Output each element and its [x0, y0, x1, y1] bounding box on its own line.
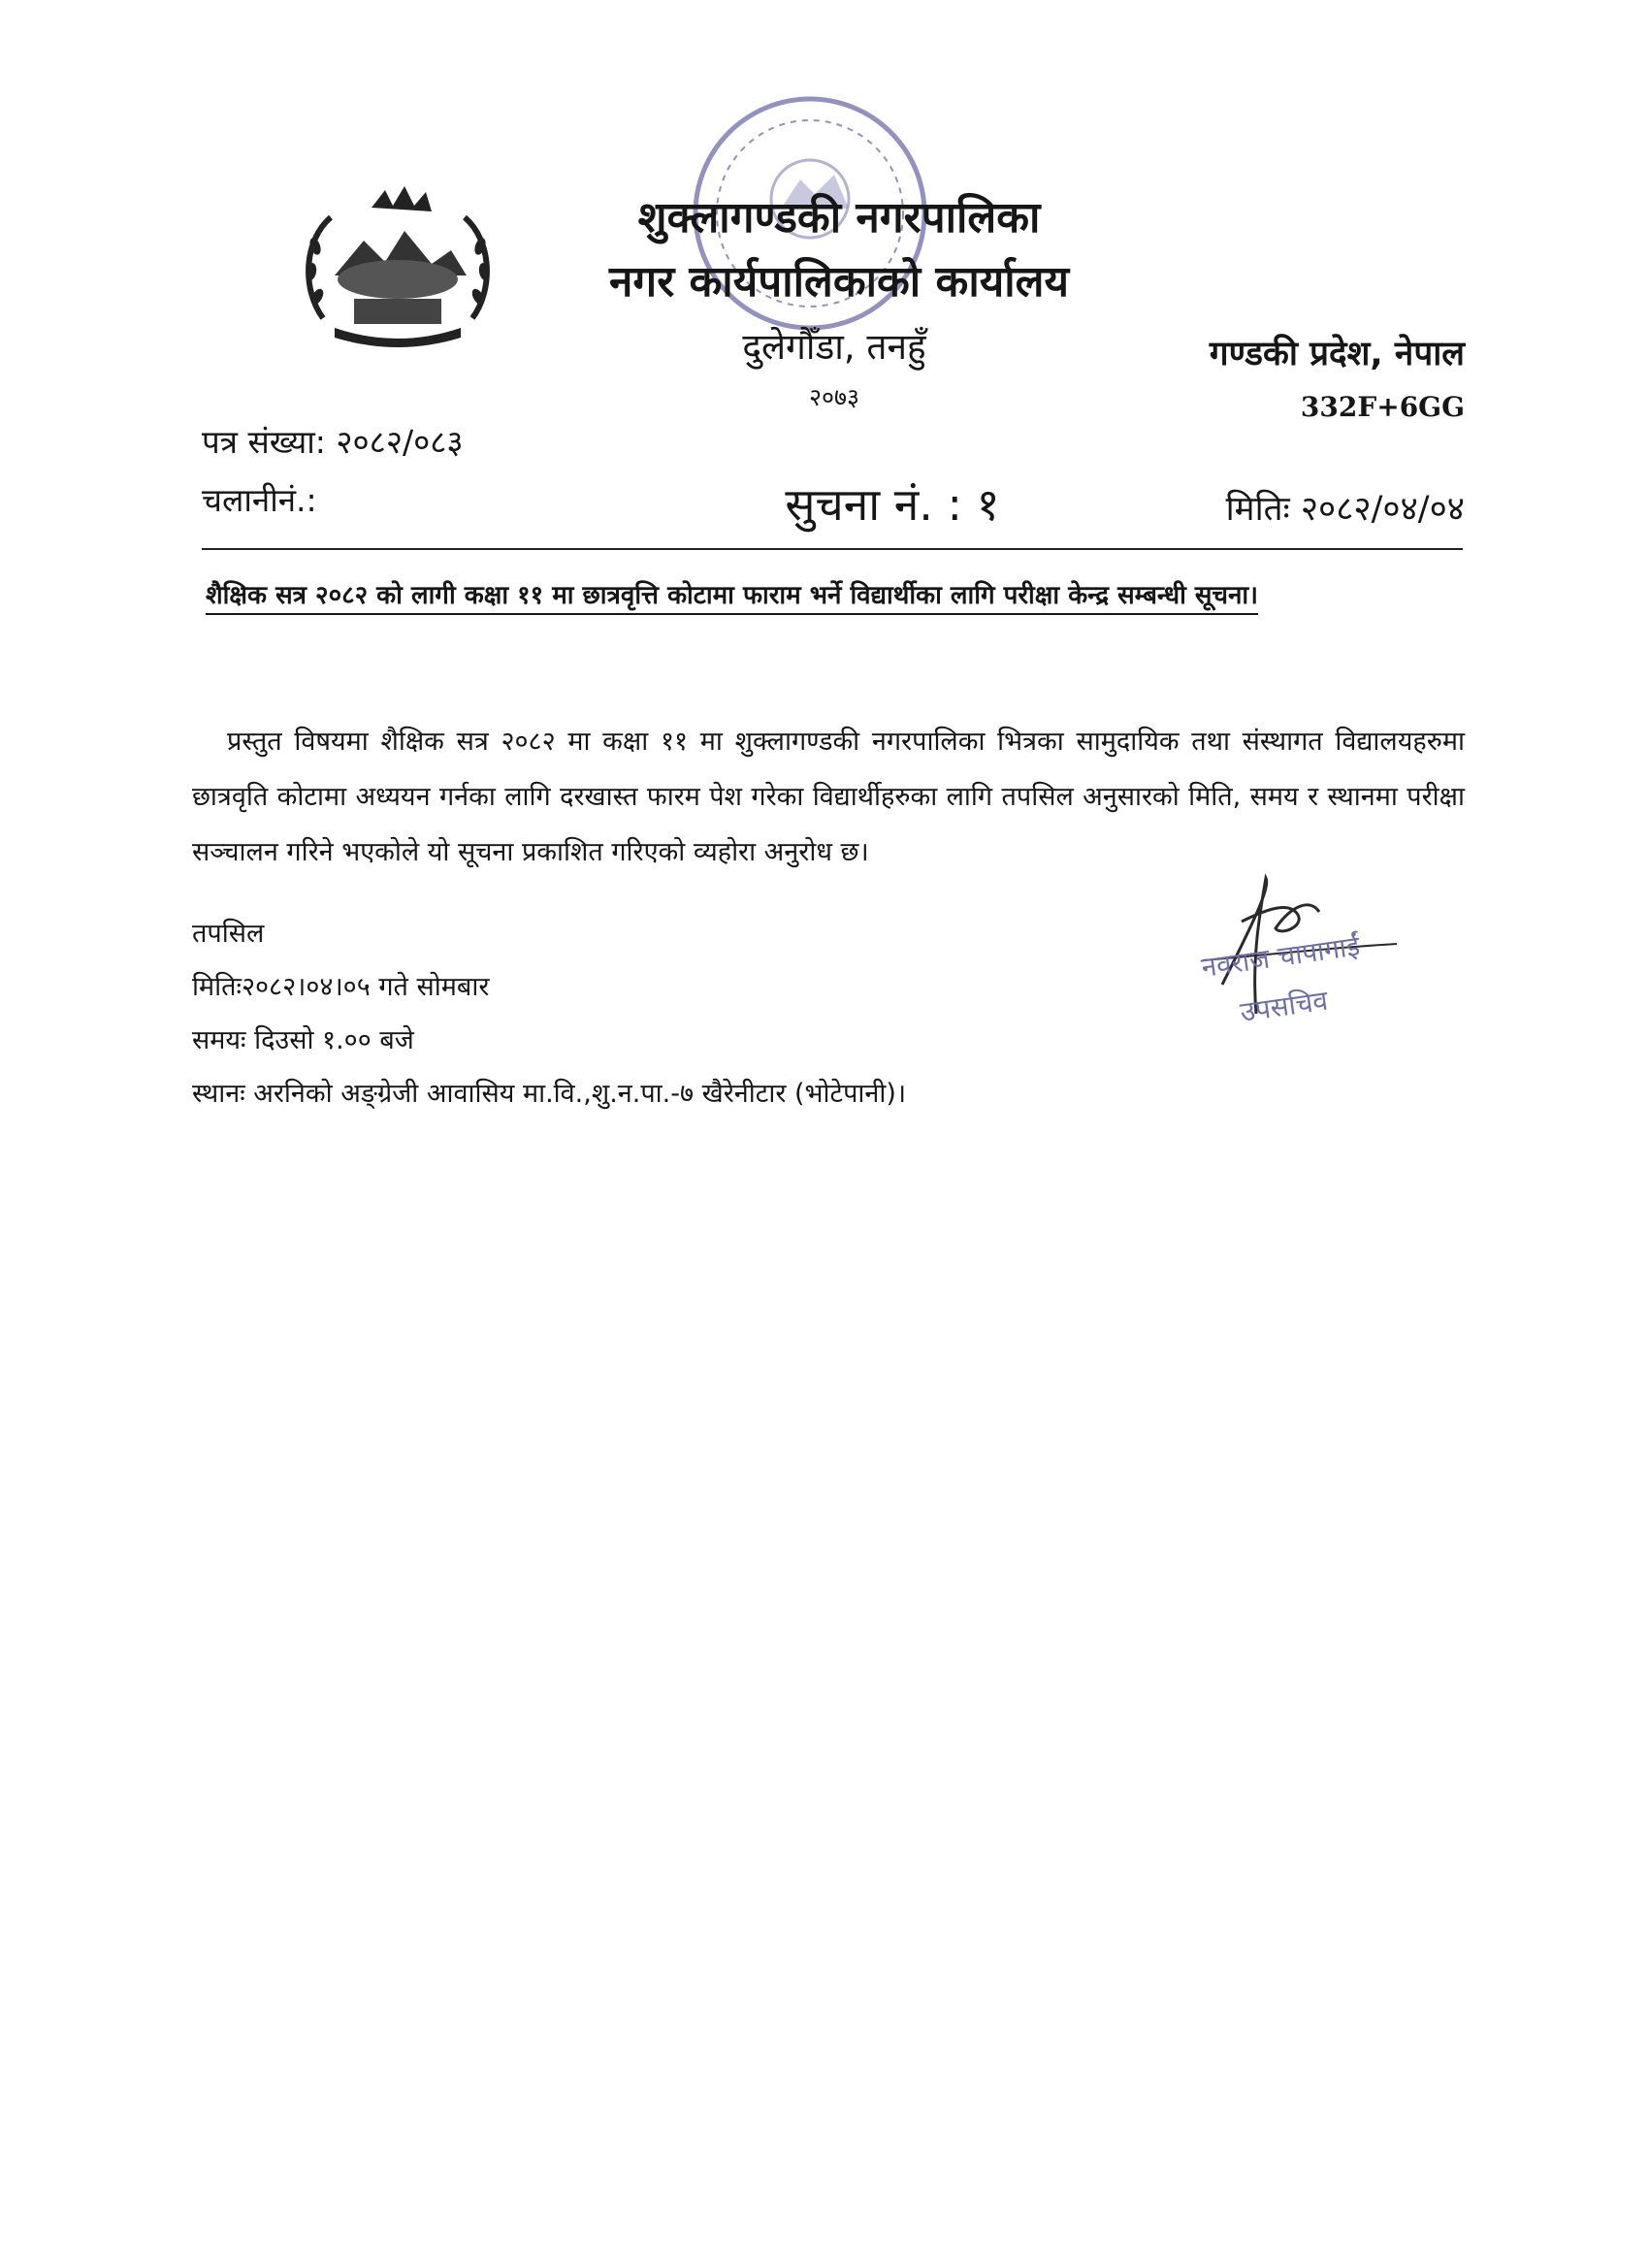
document-date: मितिः २०८२/०४/०४ [1225, 490, 1465, 529]
signatory-title: उपसचिव [1238, 984, 1330, 1028]
exam-date: मितिः२०८२।०४।०५ गते सोमबार [192, 972, 490, 1002]
notice-number: सुचना नं. : १ [785, 478, 1000, 531]
signatory-name: नवराज चापागाईं [1199, 929, 1362, 984]
established-year: २०७३ [808, 383, 859, 411]
exam-venue: स्थानः अरनिको अङ्ग्रेजी आवासिय मा.वि.,शु.न.पा.-७ खैरेनीटार (भोटेपानी)। [192, 1079, 907, 1109]
notice-body: प्रस्तुत विषयमा शैक्षिक सत्र २०८२ मा कक्षा ११ मा शुक्लागण्डकी नगरपालिका भित्रका सामुदायिक तथा संस्थागत विद्यालयहरुमा छात्रवृति कोटामा अध्ययन गर्नका लागि दरखास्त फारम पेश गरेका विद्यार्थीहरुका लागि तपसिल अनुसारको मिति, समय र स्थानमा परीक्षा सञ्चालन गरिने भएकोले यो सूचना प्रकाशित गरिएको व्यहोरा अनुरोध छ। [192, 727, 1465, 867]
exam-time: समयः दिउसो १.०० बजे [192, 1025, 414, 1055]
reference-number: पत्र संख्या: २०८२/०८३ [202, 423, 464, 461]
plus-code: 332F+6GG [1300, 391, 1465, 423]
province-country: गण्डकी प्रदेश, नेपाल [1209, 335, 1465, 373]
header-divider [202, 548, 1463, 550]
organization-name: शुक्लागण्डकी नगरपालिका [637, 193, 1041, 243]
office-name: नगर कार्यपालिकाको कार्यालय [609, 257, 1069, 307]
dispatch-number: चलानीनं.: [202, 481, 317, 519]
signature-block [1183, 868, 1455, 1043]
office-location: दुलेगौँडा, तनहुँ [742, 326, 926, 368]
details-heading: तपसिल [192, 919, 265, 949]
notice-subject: शैक्षिक सत्र २०८२ को लागी कक्षा ११ मा छात्रवृत्ति कोटामा फाराम भर्ने विद्यार्थीका लागि परीक्षा केन्द्र सम्बन्धी सूचना। [206, 581, 1259, 610]
government-emblem-icon [296, 182, 500, 349]
